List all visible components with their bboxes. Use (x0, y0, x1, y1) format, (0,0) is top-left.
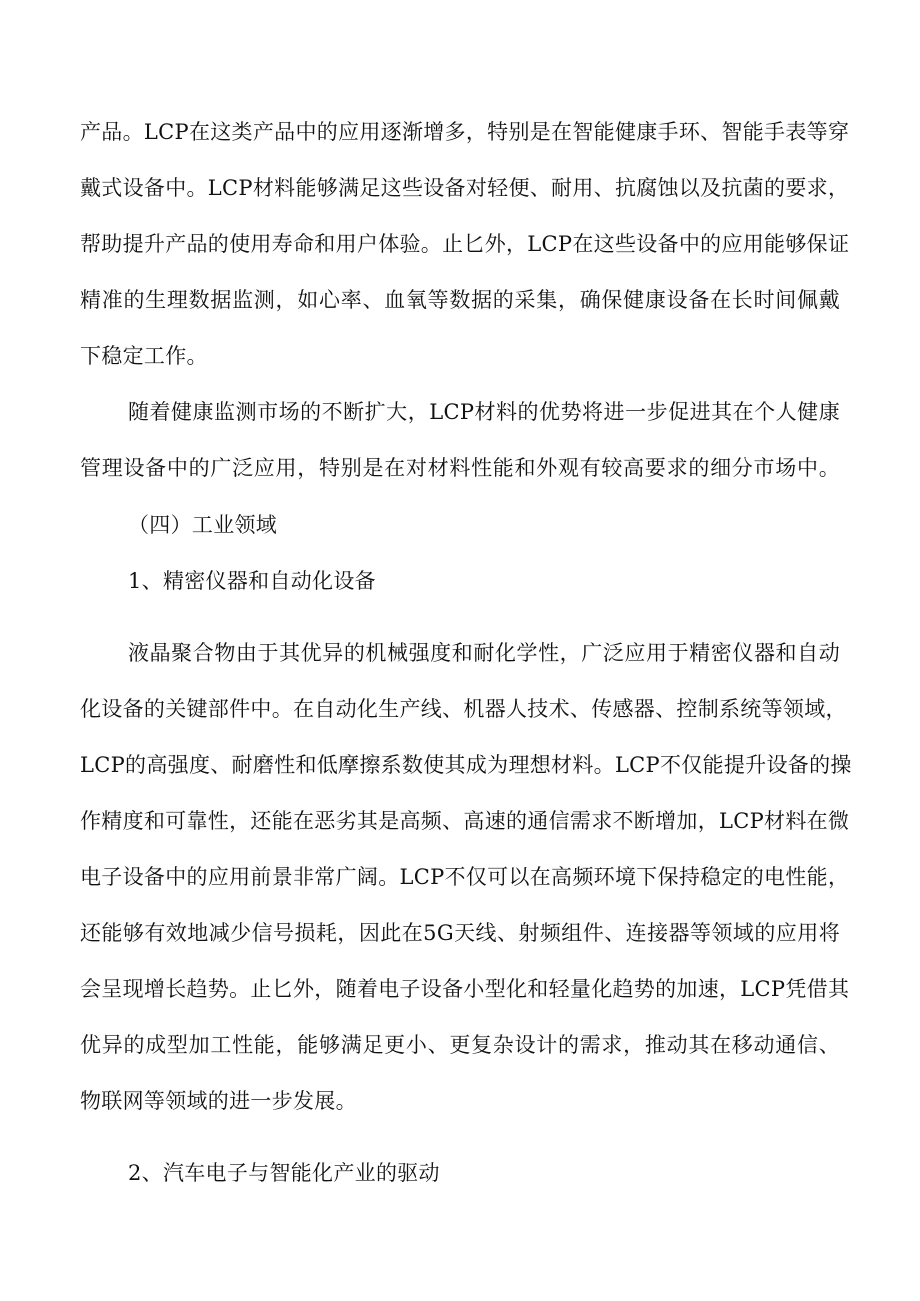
paragraph-line: 下稳定工作。 (80, 344, 208, 368)
paragraph-line: 物联网等领域的进一步发展。 (80, 1089, 357, 1113)
paragraph-line: LCP的高强度、耐磨性和低摩擦系数使其成为理想材料。LCP不仅能提升设备的操 (80, 753, 852, 777)
paragraph-line: 还能够有效地减少信号损耗，因此在5G天线、射频组件、连接器等领域的应用将 (80, 921, 840, 945)
subsection-heading: 1、精密仪器和自动化设备 (128, 569, 376, 593)
paragraph-line: 液晶聚合物由于其优异的机械强度和耐化学性，广泛应用于精密仪器和自动 (128, 641, 840, 665)
paragraph-line: 戴式设备中。LCP材料能够满足这些设备对轻便、耐用、抗腐蚀以及抗菌的要求， (80, 176, 850, 200)
paragraph-line: 帮助提升产品的使用寿命和用户体验。止匕外，LCP在这些设备中的应用能够保证 (80, 232, 850, 256)
paragraph-line: 管理设备中的广泛应用，特别是在对材料性能和外观有较高要求的细分市场中。 (80, 456, 840, 480)
paragraph-line: 化设备的关键部件中。在自动化生产线、机器人技术、传感器、控制系统等领域， (80, 697, 847, 721)
paragraph-line: 作精度和可靠性，还能在恶劣其是高频、高速的通信需求不断增加，LCP材料在微 (80, 809, 850, 833)
paragraph-line: 电子设备中的应用前景非常广阔。LCP不仅可以在高频环境下保持稳定的电性能， (80, 865, 850, 889)
subsection-heading: 2、汽车电子与智能化产业的驱动 (128, 1161, 440, 1185)
paragraph-line: 优异的成型加工性能，能够满足更小、更复杂设计的需求，推动其在移动通信、 (80, 1033, 840, 1057)
paragraph-line: 产品。LCP在这类产品中的应用逐渐增多，特别是在智能健康手环、智能手表等穿 (80, 120, 850, 144)
section-heading: （四）工业领域 (128, 513, 278, 537)
paragraph-line: 精准的生理数据监测，如心率、血氧等数据的采集，确保健康设备在长时间佩戴 (80, 288, 840, 312)
paragraph-line: 会呈现增长趋势。止匕外，随着电子设备小型化和轻量化趋势的加速，LCP凭借其 (80, 977, 850, 1001)
paragraph-line: 随着健康监测市场的不断扩大，LCP材料的优势将进一步促进其在个人健康 (128, 400, 840, 424)
